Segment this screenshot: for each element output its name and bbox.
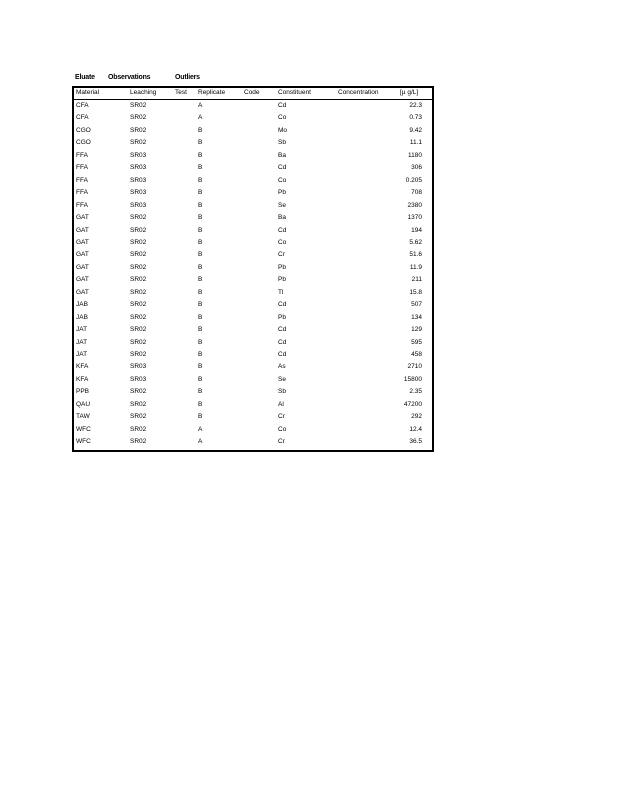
leaching-cell: SR02 [130, 102, 147, 109]
col-constituent: Constituent [278, 89, 311, 96]
leaching-cell: SR02 [130, 301, 147, 309]
constituent-cell: Co [278, 425, 287, 433]
concentration-cell: 5.62 [409, 238, 422, 246]
replicate-cell: B [198, 176, 203, 184]
table-row [74, 212, 432, 225]
material-cell: JAT [76, 338, 88, 346]
outliers-header: Outliers [175, 74, 200, 81]
concentration-cell: 0.205 [405, 176, 422, 184]
leaching-cell: SR03 [130, 363, 147, 371]
constituent-cell: Al [278, 400, 284, 408]
leaching-cell: SR02 [130, 139, 147, 147]
concentration-cell: 22.3 [409, 102, 422, 109]
concentration-cell: 47200 [403, 400, 422, 408]
concentration-cell: 2710 [407, 363, 422, 371]
leaching-cell: SR02 [130, 400, 147, 408]
concentration-cell: 595 [411, 338, 422, 346]
table-row [74, 137, 432, 150]
constituent-cell: Cr [278, 413, 285, 421]
material-cell: WFC [76, 438, 91, 446]
col-material: Material [76, 89, 100, 96]
constituent-cell: Se [278, 201, 286, 209]
material-cell: JAT [76, 326, 88, 334]
table-header-row [74, 88, 432, 100]
col-code: Code [244, 89, 260, 96]
constituent-cell: Pb [278, 263, 286, 271]
leaching-cell: SR02 [130, 313, 147, 321]
replicate-cell: B [198, 363, 203, 371]
constituent-cell: Co [278, 238, 287, 246]
table-row [74, 175, 432, 188]
material-cell: GAT [76, 251, 89, 259]
replicate-cell: B [198, 326, 203, 334]
table-row [74, 399, 432, 412]
leaching-cell: SR02 [130, 388, 147, 396]
replicate-cell: B [198, 338, 203, 346]
material-cell: KFA [76, 363, 89, 371]
table-row [74, 100, 432, 113]
replicate-cell: A [198, 114, 203, 122]
material-cell: CFA [76, 114, 89, 122]
concentration-cell: 12.4 [409, 425, 422, 433]
table-row [74, 125, 432, 138]
replicate-cell: B [198, 251, 203, 259]
leaching-cell: SR02 [130, 438, 147, 446]
table-row [74, 361, 432, 374]
table-row [74, 299, 432, 312]
constituent-cell: Ba [278, 214, 286, 222]
constituent-cell: Cd [278, 164, 287, 172]
replicate-cell: A [198, 102, 203, 109]
concentration-cell: 1370 [407, 214, 422, 222]
concentration-cell: 15.8 [409, 288, 422, 296]
constituent-cell: Cr [278, 251, 285, 259]
leaching-cell: SR02 [130, 263, 147, 271]
replicate-cell: B [198, 201, 203, 209]
table-row [74, 262, 432, 275]
material-cell: GAT [76, 263, 89, 271]
concentration-cell: 129 [411, 326, 422, 334]
material-cell: JAB [76, 301, 88, 309]
concentration-cell: 1180 [408, 151, 422, 159]
col-replicate: Replicate [198, 89, 226, 96]
concentration-cell: 11.9 [409, 263, 422, 271]
leaching-cell: SR02 [130, 226, 147, 234]
replicate-cell: B [198, 238, 203, 246]
leaching-cell: SR02 [130, 238, 147, 246]
leaching-cell: SR02 [130, 326, 147, 334]
constituent-cell: Cd [278, 301, 287, 309]
replicate-cell: B [198, 151, 203, 159]
leaching-cell: SR02 [130, 425, 147, 433]
material-cell: KFA [76, 375, 89, 383]
table-row [74, 349, 432, 362]
material-cell: FFA [76, 189, 88, 197]
col-unit: [µ g/L] [400, 89, 419, 96]
constituent-cell: Cd [278, 351, 287, 358]
replicate-cell: A [198, 438, 203, 446]
replicate-cell: B [198, 313, 203, 321]
material-cell: JAB [76, 313, 88, 321]
replicate-cell: B [198, 214, 203, 222]
constituent-cell: Pb [278, 189, 286, 197]
material-cell: JAT [76, 351, 88, 358]
concentration-cell: 292 [411, 413, 422, 421]
constituent-cell: Cr [278, 438, 285, 446]
leaching-cell: SR02 [130, 276, 147, 284]
constituent-cell: Sb [278, 139, 286, 147]
outliers-table [72, 86, 434, 452]
replicate-cell: B [198, 375, 203, 383]
table-row [74, 225, 432, 238]
leaching-cell: SR03 [130, 176, 147, 184]
leaching-cell: SR02 [130, 126, 147, 134]
material-cell: GAT [76, 288, 89, 296]
replicate-cell: B [198, 164, 203, 172]
table-row [74, 386, 432, 399]
col-test: Test [175, 89, 187, 96]
material-cell: QAU [76, 400, 91, 408]
leaching-cell: SR03 [130, 164, 147, 172]
concentration-cell: 458 [411, 351, 422, 358]
replicate-cell: B [198, 126, 203, 134]
concentration-cell: 0.73 [409, 114, 422, 122]
material-cell: GAT [76, 226, 89, 234]
leaching-cell: SR02 [130, 338, 147, 346]
constituent-cell: Cd [278, 338, 287, 346]
table-row [74, 162, 432, 175]
eluate-header: Eluate [75, 74, 95, 81]
replicate-cell: B [198, 351, 203, 358]
leaching-cell: SR03 [130, 201, 147, 209]
constituent-cell: Tl [278, 288, 284, 296]
observations-header: Observations [108, 74, 151, 81]
table-row [74, 150, 432, 163]
constituent-cell: Pb [278, 276, 286, 284]
material-cell: CGO [76, 126, 91, 134]
replicate-cell: B [198, 189, 203, 197]
table-row [74, 424, 432, 437]
constituent-cell: Pb [278, 313, 286, 321]
leaching-cell: SR02 [130, 251, 147, 259]
constituent-cell: Cd [278, 226, 287, 234]
concentration-cell: 9.42 [409, 126, 422, 134]
table-row [74, 337, 432, 350]
material-cell: FFA [76, 201, 88, 209]
material-cell: CFA [76, 102, 89, 109]
material-cell: GAT [76, 276, 89, 284]
col-leaching: Leaching [130, 89, 157, 96]
material-cell: PPB [76, 388, 90, 396]
replicate-cell: B [198, 288, 203, 296]
constituent-cell: Sb [278, 388, 286, 396]
replicate-cell: B [198, 263, 203, 271]
replicate-cell: B [198, 388, 203, 396]
constituent-cell: Se [278, 375, 286, 383]
leaching-cell: SR03 [130, 375, 147, 383]
concentration-cell: 2380 [407, 201, 422, 209]
leaching-cell: SR03 [130, 151, 147, 159]
material-cell: FFA [76, 151, 88, 159]
material-cell: CGO [76, 139, 91, 147]
table-row [74, 287, 432, 300]
leaching-cell: SR02 [130, 351, 147, 358]
concentration-cell: 507 [411, 301, 422, 309]
constituent-cell: Co [278, 176, 287, 184]
leaching-cell: SR02 [130, 214, 147, 222]
concentration-cell: 708 [411, 189, 422, 197]
material-cell: GAT [76, 238, 89, 246]
table-row [74, 274, 432, 287]
leaching-cell: SR02 [130, 288, 147, 296]
table-row [74, 112, 432, 125]
leaching-cell: SR03 [130, 189, 147, 197]
table-row [74, 187, 432, 200]
replicate-cell: B [198, 139, 203, 147]
replicate-cell: A [198, 425, 203, 433]
table-row [74, 411, 432, 424]
replicate-cell: B [198, 413, 203, 421]
material-cell: FFA [76, 176, 88, 184]
table-row [74, 436, 432, 449]
constituent-cell: Co [278, 114, 287, 122]
replicate-cell: B [198, 400, 203, 408]
replicate-cell: B [198, 226, 203, 234]
constituent-cell: Cd [278, 326, 287, 334]
constituent-cell: Mo [278, 126, 288, 134]
concentration-cell: 306 [411, 164, 422, 172]
leaching-cell: SR02 [130, 114, 147, 122]
col-concentration: Concentration [338, 89, 379, 96]
concentration-cell: 51.6 [409, 251, 422, 259]
replicate-cell: B [198, 276, 203, 284]
table-row [74, 200, 432, 213]
table-row [74, 324, 432, 337]
concentration-cell: 11.1 [409, 139, 422, 147]
concentration-cell: 2.35 [409, 388, 422, 396]
concentration-cell: 194 [411, 226, 422, 234]
material-cell: WFC [76, 425, 91, 433]
constituent-cell: As [278, 363, 286, 371]
table-row [74, 312, 432, 325]
concentration-cell: 36.5 [409, 438, 422, 446]
concentration-cell: 134 [411, 313, 422, 321]
constituent-cell: Ba [278, 151, 286, 159]
table-row [74, 374, 432, 387]
material-cell: GAT [76, 214, 89, 222]
table-row [74, 237, 432, 250]
constituent-cell: Cd [278, 102, 287, 109]
material-cell: TAW [76, 413, 90, 421]
replicate-cell: B [198, 301, 203, 309]
leaching-cell: SR02 [130, 413, 147, 421]
concentration-cell: 211 [411, 276, 422, 284]
concentration-cell: 15800 [403, 375, 422, 383]
material-cell: FFA [76, 164, 88, 172]
table-row [74, 249, 432, 262]
